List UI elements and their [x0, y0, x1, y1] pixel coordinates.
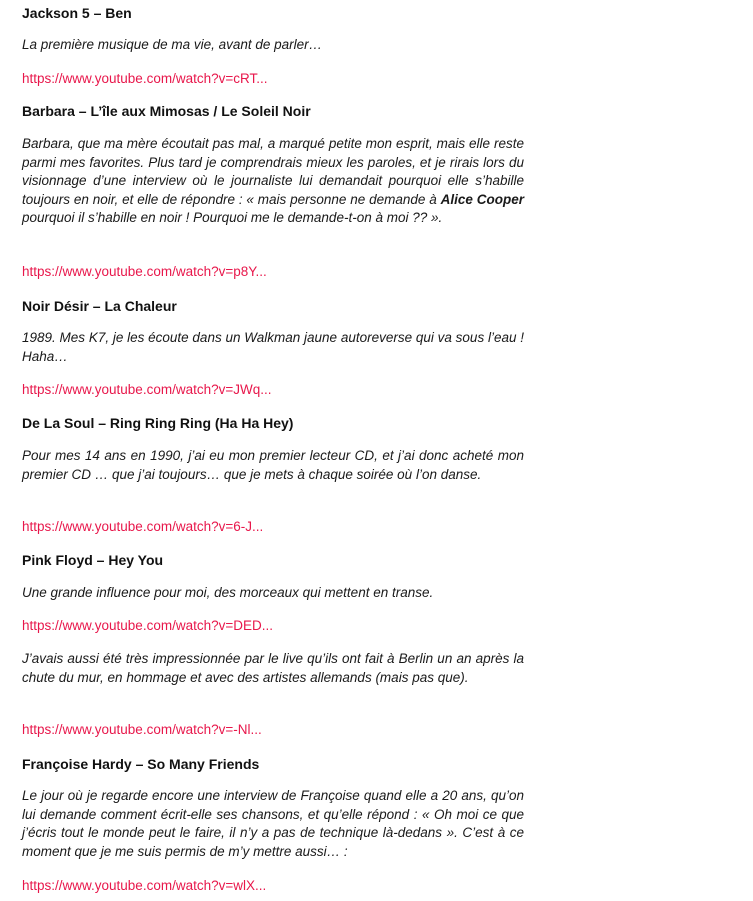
emphasized-artist: Alice Cooper: [440, 191, 524, 207]
song-title: De La Soul – Ring Ring Ring (Ha Ha Hey): [22, 415, 294, 431]
description-text: pourquoi il s’habille en noir ! Pourquoi me le demande-t-on à moi ?? ».: [22, 210, 443, 225]
youtube-link[interactable]: https://www.youtube.com/watch?v=-Nl...: [22, 722, 262, 737]
song-description: Pour mes 14 ans en 1990, j’ai eu mon premier lecteur CD, et j’ai donc acheté mon premier CD … que j’ai toujours… que je mets à chaque soirée où l’on danse.: [22, 448, 524, 482]
song-title: Pink Floyd – Hey You: [22, 552, 164, 568]
song-title: Jackson 5 – Ben: [22, 5, 132, 21]
song-description: J’avais aussi été très impressionnée par le live qu’ils ont fait à Berlin un an après la chute du mur, en hommage et avec des artistes allemands (mais pas que).: [22, 651, 524, 685]
song-description: La première musique de ma vie, avant de parler…: [22, 37, 323, 52]
youtube-link[interactable]: https://www.youtube.com/watch?v=JWq...: [22, 382, 272, 397]
song-description: Une grande influence pour moi, des morceaux qui mettent en transe.: [22, 585, 434, 600]
youtube-link[interactable]: https://www.youtube.com/watch?v=wlX...: [22, 878, 267, 893]
description-text: Barbara, que ma mère écoutait pas mal, a marqué petite mon esprit, mais elle reste parmi mes favorites. Plus tard je comprendrais mieux les paroles, et je rirais lors du visionnage d’une interview où le journaliste lui demandait pourquoi elle s’habille toujours en noir, et elle de répondre : « mais personne ne demande à: [22, 136, 524, 207]
youtube-link[interactable]: https://www.youtube.com/watch?v=6-J...: [22, 519, 264, 534]
song-title: Françoise Hardy – So Many Friends: [22, 756, 260, 772]
song-description: 1989. Mes K7, je les écoute dans un Walkman jaune autoreverse qui va sous l’eau ! Haha…: [22, 330, 524, 364]
youtube-link[interactable]: https://www.youtube.com/watch?v=DED...: [22, 618, 273, 633]
song-description: [22, 135, 524, 228]
youtube-link[interactable]: https://www.youtube.com/watch?v=p8Y...: [22, 264, 267, 279]
youtube-link[interactable]: https://www.youtube.com/watch?v=cRT...: [22, 71, 268, 86]
song-description: Le jour où je regarde encore une interview de Françoise quand elle a 20 ans, qu’on lui demande comment écrit-elle ses chansons, et qu’elle répond : « Oh moi ce que j’écris tout le monde peut le faire, il n’y a pas de technique là-dedans ». C’est à ce moment que je me suis permis de m’y mettre aussi… :: [22, 788, 524, 859]
song-title: Barbara – L’île aux Mimosas / Le Soleil Noir: [22, 103, 311, 119]
song-title: Noir Désir – La Chaleur: [22, 298, 177, 314]
